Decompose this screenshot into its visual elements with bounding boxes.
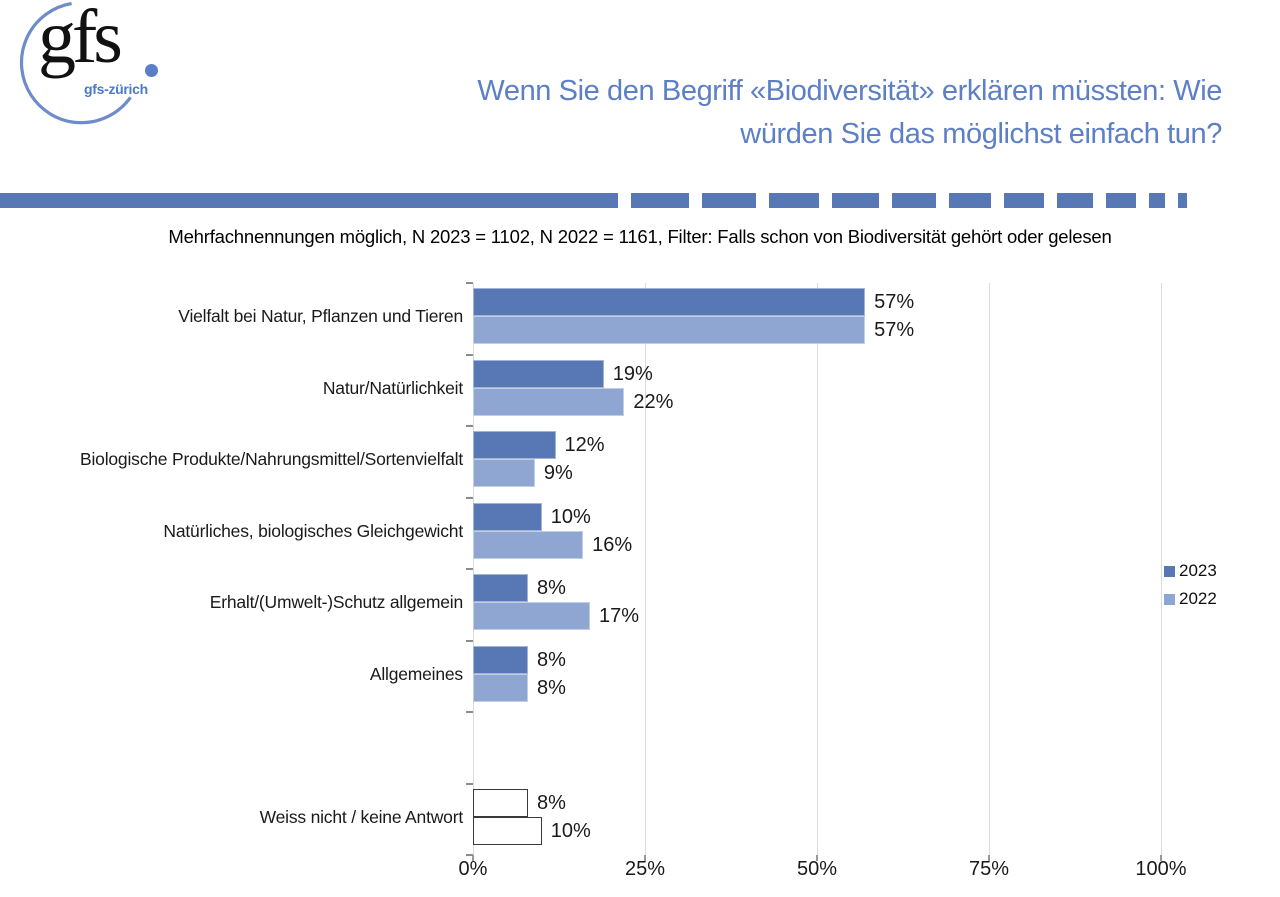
- category-axis-tick: [466, 568, 473, 570]
- gridline: [1161, 283, 1162, 855]
- category-label: Vielfalt bei Natur, Pflanzen und Tieren: [178, 306, 463, 326]
- deco-bar-segment: [892, 193, 936, 208]
- bar-2022: [473, 817, 542, 845]
- value-label-2023: 8%: [537, 577, 566, 599]
- category-label: Weiss nicht / keine Antwort: [259, 806, 463, 827]
- deco-bar-segment: [1057, 193, 1093, 208]
- logo-subtext: gfs-zürich: [84, 81, 148, 97]
- bar-2023: [473, 646, 528, 674]
- category-label: Biologische Produkte/Nahrungsmittel/Sortenvielfalt: [80, 449, 463, 469]
- value-label-2022: 9%: [543, 462, 573, 484]
- deco-bar-segment: [702, 193, 756, 208]
- legend-swatch-2022: [1164, 594, 1175, 605]
- bar-2023: [473, 503, 542, 531]
- value-label-2022: 8%: [537, 676, 566, 699]
- x-axis-label: 100%: [1135, 858, 1187, 880]
- logo-text: gfs: [38, 0, 119, 79]
- bar-chart: [0, 283, 1280, 897]
- deco-bar-segment: [1106, 193, 1136, 208]
- deco-bar-segment: [1178, 193, 1187, 208]
- bar-2022: [473, 316, 865, 344]
- value-label-2023: 57%: [874, 291, 915, 313]
- category-axis-tick: [466, 854, 473, 856]
- value-label-2022: 10%: [550, 819, 591, 842]
- category-label: Natur/Natürlichkeit: [322, 377, 463, 398]
- deco-bar-segment: [769, 193, 819, 208]
- category-axis-tick: [466, 711, 473, 713]
- value-label-2023: 10%: [550, 505, 591, 528]
- x-axis-label: 50%: [796, 858, 838, 880]
- legend-item-2023: [1164, 562, 1217, 580]
- page-title-line1: Wenn Sie den Begriff «Biodiversität» erklären müssten: Wie: [477, 75, 1222, 107]
- category-axis-tick: [466, 425, 473, 427]
- category-axis-tick: [466, 640, 473, 642]
- value-label-2022: 57%: [874, 319, 915, 341]
- deco-bar-segment: [0, 193, 618, 208]
- bar-2022: [473, 531, 583, 559]
- bar-2023: [473, 789, 528, 817]
- bar-2023: [473, 431, 556, 459]
- category-label: Allgemeines: [369, 663, 463, 684]
- x-axis-label: 25%: [624, 858, 666, 880]
- gridline: [989, 283, 990, 855]
- bar-2023: [473, 288, 865, 316]
- bar-2023: [473, 360, 604, 388]
- value-label-2022: 17%: [598, 605, 639, 627]
- logo-dot-icon: [145, 64, 158, 77]
- legend-item-2022: [1164, 590, 1217, 608]
- deco-bar-segment: [832, 193, 879, 208]
- chart-subtitle: Mehrfachnennungen möglich, N 2023 = 1102, N 2022 = 1161, Filter: Falls schon von Biodiversität gehört oder gelesen: [168, 226, 1112, 247]
- page-title: [262, 70, 1222, 156]
- deco-bar-segment: [949, 193, 991, 208]
- decorative-dashed-bar: [0, 193, 1280, 208]
- deco-bar-segment: [1004, 193, 1044, 208]
- category-axis-tick: [466, 497, 473, 499]
- bar-2022: [473, 388, 624, 416]
- gfs-logo: [8, 2, 168, 132]
- category-axis-tick: [466, 282, 473, 284]
- bar-2022: [473, 602, 590, 630]
- value-label-2022: 22%: [633, 390, 674, 413]
- x-axis-label: 75%: [968, 858, 1010, 880]
- category-label: Erhalt/(Umwelt-)Schutz allgemein: [209, 592, 463, 612]
- bar-2023: [473, 574, 528, 602]
- category-label: Natürliches, biologisches Gleichgewicht: [163, 520, 463, 541]
- page-title-line2: würden Sie das möglichst einfach tun?: [740, 118, 1222, 150]
- value-label-2023: 8%: [537, 648, 566, 671]
- deco-bar-segment: [631, 193, 689, 208]
- legend-swatch-2023: [1164, 566, 1175, 577]
- category-axis-tick: [466, 354, 473, 356]
- value-label-2023: 12%: [564, 434, 605, 456]
- category-axis-tick: [466, 783, 473, 785]
- value-label-2022: 16%: [592, 533, 633, 556]
- bar-2022: [473, 459, 535, 487]
- bar-2022: [473, 674, 528, 702]
- chart-legend: [1164, 562, 1217, 608]
- gridline: [817, 283, 818, 855]
- legend-label-2022: 2022: [1179, 589, 1217, 608]
- x-axis-label: 0%: [458, 858, 488, 880]
- deco-bar-segment: [1149, 193, 1165, 208]
- value-label-2023: 19%: [612, 362, 653, 385]
- value-label-2023: 8%: [537, 791, 566, 814]
- legend-label-2023: 2023: [1179, 561, 1217, 580]
